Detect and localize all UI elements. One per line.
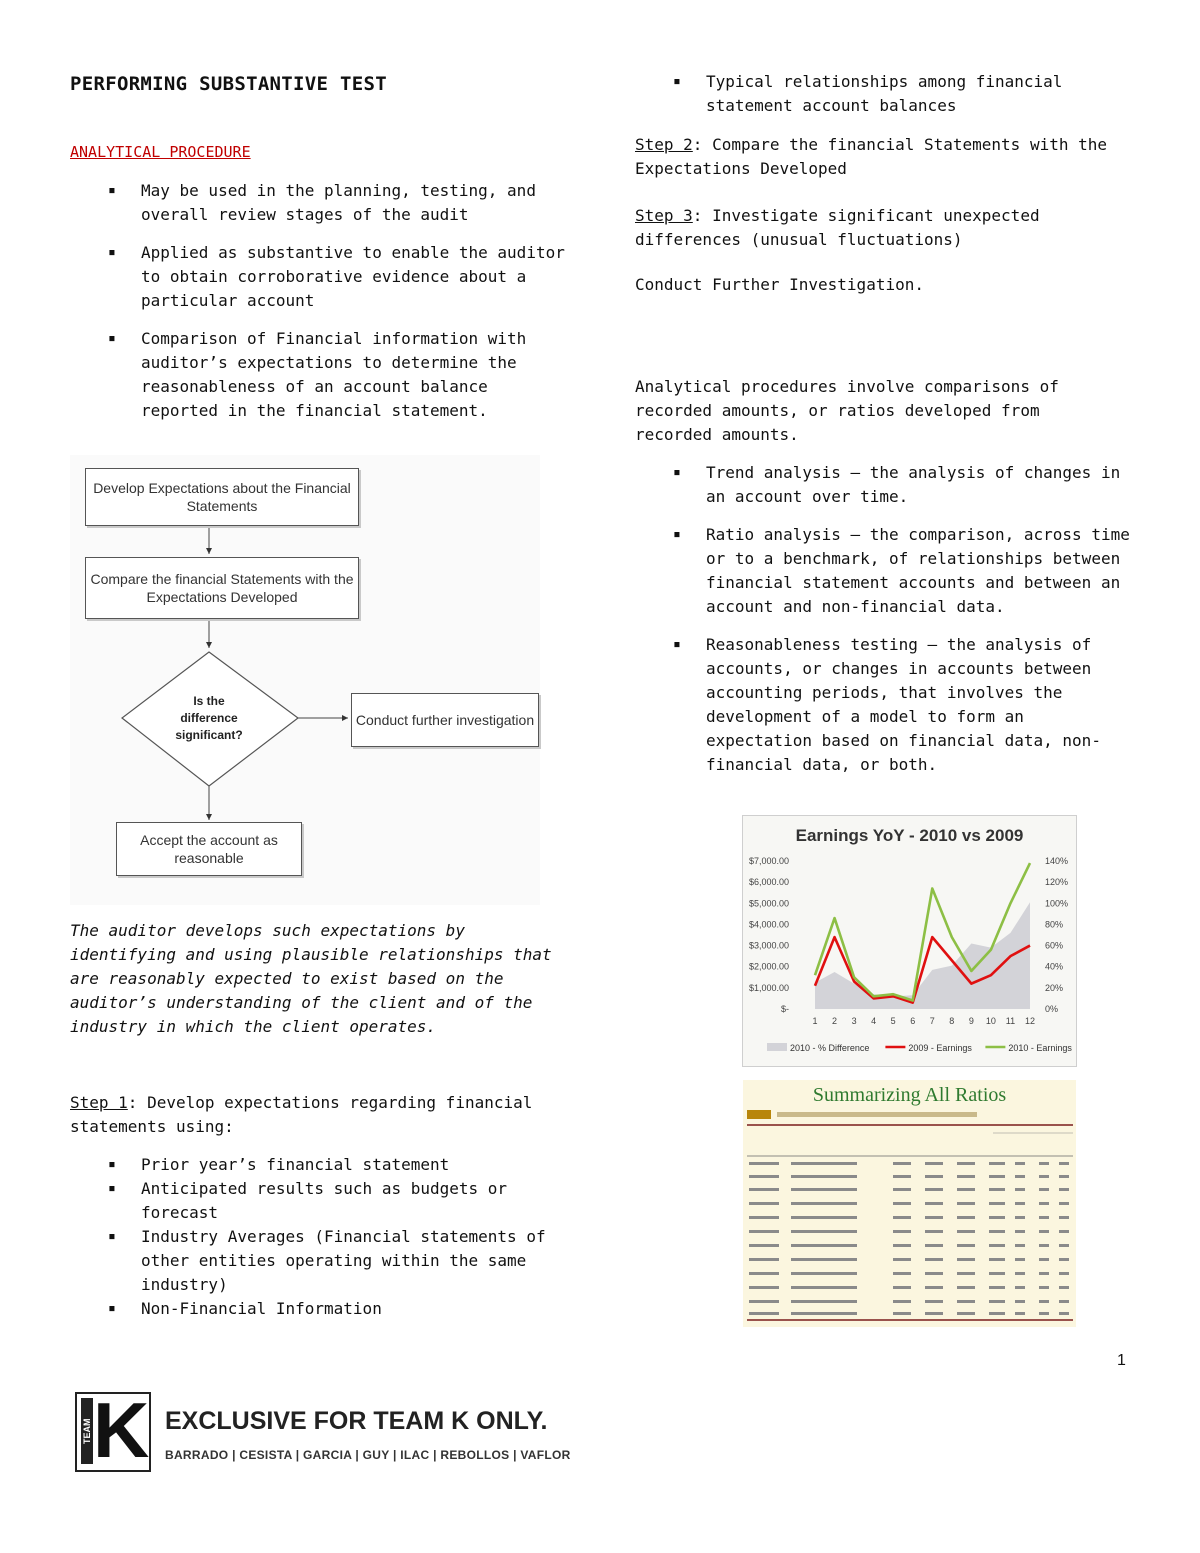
ratio-table-cell	[1039, 1312, 1049, 1315]
ratio-table-cell	[1039, 1230, 1049, 1233]
ratio-table-cell	[1059, 1216, 1069, 1219]
ratio-table-cell	[1015, 1312, 1025, 1315]
ratio-table-cell	[893, 1272, 911, 1275]
ratio-table-cell	[1059, 1286, 1069, 1289]
ratio-table-cell	[1015, 1272, 1025, 1275]
ratio-table-cell	[791, 1230, 857, 1233]
ratio-table-cell	[1039, 1216, 1049, 1219]
ratio-table-cell	[989, 1300, 1005, 1303]
list-item: ▪ Trend analysis – the analysis of changes in an account over time.	[635, 461, 1135, 509]
ratio-table-cell	[893, 1312, 911, 1315]
y-right-tick-label: 60%	[1045, 940, 1064, 951]
ratio-table-cell	[893, 1286, 911, 1289]
flow-box-compare: Compare the financial Statements with the Expectations Developed	[85, 557, 359, 619]
ratio-table-cell	[925, 1230, 943, 1233]
footer-title: EXCLUSIVE FOR TEAM K ONLY.	[165, 1407, 548, 1435]
ratio-table-cell	[1015, 1216, 1025, 1219]
ratio-table-cell	[1015, 1300, 1025, 1303]
page-title: PERFORMING SUBSTANTIVE TEST	[70, 73, 387, 95]
y-left-tick-label: $-	[780, 1004, 789, 1014]
ratio-table-graphic	[743, 1080, 1076, 1327]
left-bullet-list	[70, 179, 570, 437]
team-k-logo	[75, 1386, 151, 1474]
list-item: ▪ Non-Financial Information	[70, 1297, 570, 1321]
list-item: ▪ Industry Averages (Financial statements of other entities operating within the same industry)	[70, 1225, 570, 1297]
step-1-label: Step 1	[70, 1093, 128, 1112]
list-item: ▪ Reasonableness testing – the analysis of accounts, or changes in accounts between accounting periods, that involves the development of a model to form an expectation based on financial data, non-financial data, or both.	[635, 633, 1135, 777]
right-bullet-list	[635, 461, 1135, 791]
ratio-table-cell	[749, 1162, 779, 1165]
decision-label: Is the difference significant?	[175, 694, 243, 742]
ratio-table-cell	[791, 1286, 857, 1289]
ratio-table-cell	[925, 1272, 943, 1275]
ratio-table-cell	[989, 1162, 1005, 1165]
ratio-table-cell	[893, 1188, 911, 1191]
ratio-table-cell	[749, 1230, 779, 1233]
ratio-table-cell	[925, 1300, 943, 1303]
y-left-tick-label: $5,000.00	[748, 898, 789, 909]
ratio-table-cell	[957, 1230, 975, 1233]
ratio-table-rows	[749, 1162, 1069, 1315]
legend-label: 2010 - Earnings	[1008, 1043, 1072, 1053]
ratio-table-cell	[791, 1216, 857, 1219]
ratio-table-cell	[893, 1244, 911, 1247]
ratio-table-cell	[1059, 1162, 1069, 1165]
chart-plot	[743, 816, 1076, 1066]
ratio-table-cell	[989, 1312, 1005, 1315]
step-1	[70, 1091, 570, 1139]
ratio-table-cell	[749, 1216, 779, 1219]
ratio-table-cell	[1059, 1175, 1069, 1178]
step-1-list	[70, 1153, 570, 1321]
flow-box-accept: Accept the account as reasonable	[116, 822, 302, 876]
ratio-table-cell	[791, 1188, 857, 1191]
x-tick-label: 2	[832, 1016, 838, 1026]
x-tick-label: 9	[968, 1016, 974, 1026]
ratio-table-cell	[749, 1258, 779, 1261]
ratio-table-cell	[989, 1258, 1005, 1261]
list-item: ▪ Anticipated results such as budgets or forecast	[70, 1177, 570, 1225]
ratio-table-cell	[957, 1188, 975, 1191]
ratio-table-cell	[989, 1216, 1005, 1219]
ratio-table-cell	[925, 1216, 943, 1219]
ratio-table-cell	[791, 1300, 857, 1303]
ratio-table-cell	[989, 1175, 1005, 1178]
y-right-tick-label: 120%	[1045, 877, 1069, 888]
x-tick-label: 5	[890, 1016, 896, 1026]
legend-swatch	[767, 1043, 787, 1051]
ratio-table-cell	[749, 1202, 779, 1205]
earnings-chart	[742, 815, 1077, 1067]
ratio-table-cell	[1039, 1175, 1049, 1178]
ratio-table-cell	[749, 1286, 779, 1289]
ratio-table-cell	[1059, 1244, 1069, 1247]
ratio-table-cell	[925, 1188, 943, 1191]
step-2-text: : Compare the financial Statements with the Expectations Developed	[635, 135, 1108, 178]
ratio-table-cell	[1039, 1244, 1049, 1247]
ratio-table-cell	[957, 1244, 975, 1247]
y-left-tick-label: $1,000.00	[748, 982, 789, 993]
ratio-table-cell	[791, 1162, 857, 1165]
ratio-table-cell	[1015, 1188, 1025, 1191]
x-tick-label: 3	[851, 1016, 857, 1026]
ratio-table-cell	[957, 1162, 975, 1165]
ratio-table-cell	[925, 1258, 943, 1261]
page-number: 1	[1117, 1352, 1126, 1369]
x-tick-label: 4	[871, 1016, 877, 1026]
ratio-table-cell	[893, 1202, 911, 1205]
ratio-table-tag	[747, 1110, 771, 1119]
list-item: ▪ Typical relationships among financial statement account balances	[635, 70, 1125, 118]
analytical-paragraph: Analytical procedures involve comparisons of recorded amounts, or ratios developed from recorded amounts.	[635, 377, 1059, 444]
list-item: ▪ Ratio analysis – the comparison, across time or to a benchmark, of relationships between financial statement accounts and between an account and non-financial data.	[635, 523, 1135, 619]
list-item: ▪ Applied as substantive to enable the auditor to obtain corroborative evidence about a particular account	[70, 241, 570, 313]
ratio-table-cell	[1039, 1162, 1049, 1165]
ratio-table-cell	[957, 1300, 975, 1303]
ratio-table-cell	[893, 1175, 911, 1178]
ratio-table-cell	[749, 1300, 779, 1303]
ratio-table-cell	[1015, 1230, 1025, 1233]
y-right-tick-label: 20%	[1045, 982, 1064, 993]
ratio-table-cell	[749, 1175, 779, 1178]
ratio-table-cell	[957, 1258, 975, 1261]
ratio-table-cell	[749, 1312, 779, 1315]
ratio-table-cell	[1015, 1175, 1025, 1178]
ratio-table-cell	[957, 1216, 975, 1219]
ratio-table-cell	[989, 1272, 1005, 1275]
ratio-table-cell	[791, 1244, 857, 1247]
ratio-table-cell	[1039, 1202, 1049, 1205]
ratio-table-caption	[777, 1112, 977, 1117]
ratio-table-cell	[749, 1272, 779, 1275]
x-tick-label: 8	[949, 1016, 955, 1026]
ratio-table-cell	[1039, 1300, 1049, 1303]
ratio-table-cell	[1059, 1272, 1069, 1275]
ratio-table-cell	[925, 1244, 943, 1247]
ratio-table-cell	[1059, 1258, 1069, 1261]
y-left-tick-label: $4,000.00	[748, 919, 789, 930]
ratio-table-cell	[1039, 1188, 1049, 1191]
ratio-table-cell	[957, 1286, 975, 1289]
ratio-table-cell	[957, 1312, 975, 1315]
ratio-table-cell	[1039, 1272, 1049, 1275]
ratio-table-cell	[893, 1300, 911, 1303]
step-1-text: : Develop expectations regarding financial statements using:	[70, 1093, 533, 1136]
flow-box-investigate: Conduct further investigation	[351, 693, 539, 747]
logo-k-letter: K	[93, 1386, 150, 1474]
step-3	[635, 204, 1125, 252]
ratio-table-cell	[925, 1162, 943, 1165]
ratio-table-cell	[1015, 1286, 1025, 1289]
list-item: ▪ Prior year’s financial statement	[70, 1153, 570, 1177]
further-investigation: Conduct Further Investigation.	[635, 275, 924, 294]
ratio-table-cell	[989, 1188, 1005, 1191]
ratio-table-cell	[1059, 1300, 1069, 1303]
y-right-tick-label: 140%	[1045, 856, 1069, 866]
ratio-table-cell	[957, 1202, 975, 1205]
ratio-table-cell	[1059, 1312, 1069, 1315]
chart-title: Earnings YoY - 2010 vs 2009	[795, 826, 1024, 845]
ratio-table-cell	[957, 1175, 975, 1178]
ratio-table-cell	[989, 1230, 1005, 1233]
ratio-table-cell	[749, 1244, 779, 1247]
ratio-table-cell	[1015, 1202, 1025, 1205]
step-2	[635, 133, 1125, 181]
logo-team-text: TEAM	[81, 1398, 93, 1464]
y-left-tick-label: $7,000.00	[748, 856, 789, 866]
ratio-table-cell	[791, 1175, 857, 1178]
section-heading: ANALYTICAL PROCEDURE	[70, 143, 251, 161]
list-item: ▪ May be used in the planning, testing, and overall review stages of the audit	[70, 179, 570, 227]
ratio-table-cell	[925, 1312, 943, 1315]
ratio-table-cell	[791, 1202, 857, 1205]
x-tick-label: 6	[910, 1016, 916, 1026]
ratio-table-cell	[1039, 1286, 1049, 1289]
x-tick-label: 7	[929, 1016, 935, 1026]
ratio-table-cell	[1059, 1230, 1069, 1233]
ratio-table-cell	[1059, 1202, 1069, 1205]
ratio-table-cell	[1039, 1258, 1049, 1261]
legend-label: 2010 - % Difference	[790, 1043, 870, 1053]
step-3-text: : Investigate significant unexpected differences (unusual fluctuations)	[635, 206, 1040, 249]
y-right-tick-label: 100%	[1045, 898, 1069, 909]
ratio-table-cell	[749, 1188, 779, 1191]
right-top-bullet	[635, 70, 1125, 132]
x-tick-label: 11	[1005, 1016, 1016, 1026]
y-right-tick-label: 80%	[1045, 919, 1064, 930]
flowchart	[70, 455, 540, 905]
ratio-table-cell	[893, 1258, 911, 1261]
ratio-table-cell	[989, 1202, 1005, 1205]
footer-names: BARRADO | CESISTA | GARCIA | GUY | ILAC | REBOLLOS | VAFLOR	[165, 1448, 571, 1462]
expectations-paragraph: The auditor develops such expectations by identifying and using plausible relationships that are reasonably expected to exist based on the auditor’s understanding of the client and of the industry in which the client operates.	[70, 921, 552, 1036]
ratio-table-cell	[925, 1202, 943, 1205]
ratio-table-cell	[893, 1162, 911, 1165]
x-tick-label: 1	[812, 1016, 818, 1026]
y-left-tick-label: $2,000.00	[748, 961, 789, 972]
y-left-tick-label: $3,000.00	[748, 940, 789, 951]
ratio-table-cell	[989, 1286, 1005, 1289]
ratio-table-cell	[893, 1230, 911, 1233]
ratio-table-cell	[1015, 1258, 1025, 1261]
ratio-table-cell	[925, 1175, 943, 1178]
ratio-table-cell	[791, 1272, 857, 1275]
y-left-tick-label: $6,000.00	[748, 877, 789, 888]
x-tick-label: 12	[1024, 1016, 1036, 1026]
y-right-tick-label: 40%	[1045, 961, 1064, 972]
y-right-tick-label: 0%	[1045, 1004, 1059, 1014]
ratio-summary-title: Summarizing All Ratios	[812, 1084, 1007, 1106]
step-2-label: Step 2	[635, 135, 693, 154]
ratio-table-cell	[925, 1286, 943, 1289]
ratio-table-cell	[957, 1272, 975, 1275]
flow-box-develop: Develop Expectations about the Financial Statements	[85, 468, 359, 526]
ratio-table-cell	[893, 1216, 911, 1219]
ratio-table-cell	[791, 1258, 857, 1261]
legend-label: 2009 - Earnings	[908, 1043, 972, 1053]
ratio-table-cell	[1059, 1188, 1069, 1191]
ratio-table-cell	[791, 1312, 857, 1315]
step-3-label: Step 3	[635, 206, 693, 225]
ratio-table-cell	[1015, 1162, 1025, 1165]
ratio-table-cell	[989, 1244, 1005, 1247]
ratio-summary-image	[743, 1080, 1076, 1327]
ratio-table-cell	[1015, 1244, 1025, 1247]
list-item: ▪ Comparison of Financial information with auditor’s expectations to determine the reasonableness of an account balance reported in the financial statement.	[70, 327, 570, 423]
x-tick-label: 10	[985, 1016, 996, 1026]
